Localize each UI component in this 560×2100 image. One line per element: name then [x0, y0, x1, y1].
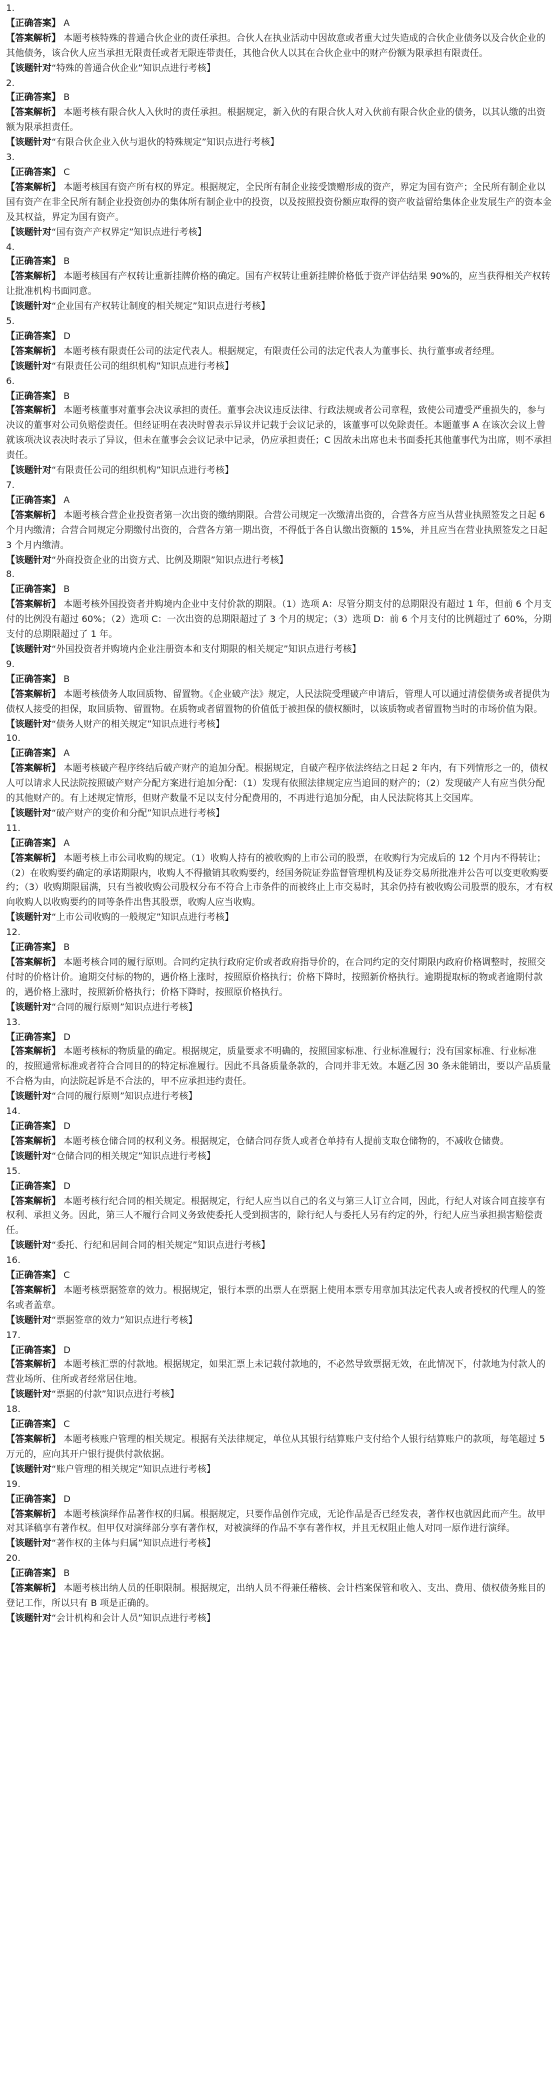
answer-value: A	[63, 495, 70, 506]
analysis-label: 【答案解析】	[6, 1509, 61, 1520]
question-block	[6, 1165, 554, 1254]
analysis-text: 本题考核账户管理的相关规定。根据有关法律规定，单位从其银行结算账户支付给个人银行结算账户的款项，每笔超过 5 万元的，应向其开户银行提供付款依据。	[6, 1435, 546, 1460]
question-number: 10.	[6, 734, 21, 745]
knowledge-point-label: 【该题针对	[6, 1241, 52, 1252]
knowledge-point-line	[6, 718, 554, 733]
analysis-label: 【答案解析】	[6, 1136, 61, 1147]
analysis-line	[6, 1508, 554, 1538]
knowledge-point-text: “仓储合同的相关规定”知识点进行考核】	[51, 1151, 216, 1162]
analysis-text: 本题考核上市公司收购的规定。（1）收购人持有的被收购的上市公司的股票，在收购行为完成后的 12 个月内不得转让；（2）在收购要约确定的承诺期限内，收购人不得撤销其收购要约，经国务院证券监督管理机构及证券交易所批准并公告可以变更收购要约；（3）收购期限届满，只有当被收购公司股权分布不符合上市条件的而被终止上市交易时，其余仍持有被收购公司股票的股东，才有权向收购人以收购要约的同等条件出售其股票，收购人应当收购。	[6, 853, 553, 909]
answer-line	[6, 941, 554, 956]
knowledge-point-text: “合同的履行原则”知识点进行考核】	[51, 1002, 198, 1013]
question-number: 2.	[6, 78, 15, 89]
answer-value: D	[63, 1181, 71, 1192]
answer-label: 【正确答案】	[6, 1569, 61, 1580]
knowledge-point-text: “合同的履行原则”知识点进行考核】	[51, 1092, 198, 1103]
knowledge-point-line	[6, 554, 554, 569]
question-block	[6, 1403, 554, 1478]
answer-value: C	[63, 1420, 70, 1431]
answer-label: 【正确答案】	[6, 18, 61, 29]
knowledge-point-text: “委托、行纪和居间合同的相关规定”知识点进行考核】	[51, 1241, 271, 1252]
answer-line	[6, 91, 554, 106]
analysis-line	[6, 270, 554, 300]
analysis-line	[6, 1433, 554, 1463]
question-number: 13.	[6, 1017, 21, 1028]
answer-label: 【正确答案】	[6, 1181, 61, 1192]
analysis-line	[6, 1358, 554, 1388]
knowledge-point-line	[6, 464, 554, 479]
question-number: 1.	[6, 4, 15, 14]
analysis-label: 【答案解析】	[6, 1584, 61, 1595]
answer-line	[6, 494, 554, 509]
answer-line	[6, 1344, 554, 1359]
answer-label: 【正确答案】	[6, 1271, 61, 1282]
knowledge-point-line	[6, 226, 554, 241]
question-number: 15.	[6, 1166, 21, 1177]
answer-line	[6, 583, 554, 598]
answer-line	[6, 17, 554, 32]
analysis-line	[6, 688, 554, 718]
knowledge-point-text: “债务人财产的相关规定”知识点进行考核】	[51, 719, 225, 730]
analysis-text: 本题考核破产程序终结后破产财产的追加分配。根据规定，自破产程序依法终结之日起 2 年内，有下列情形之一的，债权人可以请求人民法院按照破产财产分配方案进行追加分配：（1）发现有依照法律规定应当追回的财产的；（2）发现破产人有应当供分配的其他财产的。有上述规定情形，但财产数量不足以支付分配费用的，不再进行追加分配，由人民法院将其上交国库。	[6, 764, 548, 805]
answer-value: B	[63, 257, 70, 268]
answer-label: 【正确答案】	[6, 1121, 61, 1132]
knowledge-point-line	[6, 1239, 554, 1254]
question-number: 18.	[6, 1405, 21, 1416]
knowledge-point-label: 【该题针对	[6, 466, 52, 477]
analysis-text: 本题考核行纪合同的相关规定。根据规定，行纪人应当以自己的名义与第三人订立合同，因此，行纪人对该合同直接享有权利、承担义务。因此，第三人不履行合同义务致使委托人受到损害的，除行纪人与委托人另有约定的外，行纪人应当承担损害赔偿责任。	[6, 1196, 546, 1237]
answer-value: D	[63, 1032, 71, 1043]
analysis-label: 【答案解析】	[6, 346, 61, 357]
knowledge-point-line	[6, 1090, 554, 1105]
knowledge-point-label: 【该题针对	[6, 1464, 52, 1475]
knowledge-point-line	[6, 1001, 554, 1016]
analysis-text: 本题考核仓储合同的权利义务。根据规定，仓储合同存货人或者仓单持有人提前支取仓储物的，不减收仓储费。	[63, 1136, 510, 1147]
knowledge-point-line	[6, 1612, 554, 1627]
analysis-text: 本题考核外国投资者并购境内企业中支付价款的期限。（1）选项 A：尽管分期支付的总期限没有超过 1 年，但前 6 个月支付的比例没有超过 60%；（2）选项 C：一次出资的总期限超过了 3 个月的规定；（3）选项 D：前 6 个月支付的比例超过了 60%，分期支付的总期限超过了 1 年。	[6, 600, 552, 641]
question-number: 6.	[6, 376, 15, 387]
analysis-line	[6, 345, 554, 360]
analysis-line	[6, 852, 554, 912]
question-block	[6, 479, 554, 568]
answer-label: 【正确答案】	[6, 167, 61, 178]
knowledge-point-line	[6, 643, 554, 658]
analysis-line	[6, 1582, 554, 1612]
question-number: 12.	[6, 928, 21, 939]
answer-value: D	[63, 1121, 71, 1132]
answer-value: A	[63, 838, 70, 849]
answer-value: B	[63, 943, 70, 954]
answer-value: A	[63, 749, 70, 760]
answer-label: 【正确答案】	[6, 1032, 61, 1043]
question-number: 16.	[6, 1256, 21, 1267]
question-number: 7.	[6, 481, 15, 491]
answer-label: 【正确答案】	[6, 93, 61, 104]
answer-label: 【正确答案】	[6, 257, 61, 268]
question-block	[6, 1478, 554, 1553]
knowledge-point-label: 【该题针对	[6, 808, 52, 819]
knowledge-point-text: “票据的付款”知识点进行考核】	[51, 1390, 180, 1401]
answer-line	[6, 1269, 554, 1284]
knowledge-point-text: “有限合伙企业入伙与退伙的特殊规定”知识点进行考核】	[51, 138, 280, 149]
knowledge-point-label: 【该题针对	[6, 1613, 52, 1624]
answer-line	[6, 255, 554, 270]
analysis-label: 【答案解析】	[6, 764, 61, 775]
knowledge-point-label: 【该题针对	[6, 555, 52, 566]
analysis-line	[6, 32, 554, 62]
question-block	[6, 926, 554, 1015]
knowledge-point-line	[6, 1150, 554, 1165]
knowledge-point-label: 【该题针对	[6, 63, 52, 74]
analysis-text: 本题考核董事对董事会决议承担的责任。董事会决议违反法律、行政法规或者公司章程，致使公司遭受严重损失的，参与决议的董事对公司负赔偿责任。但经证明在表决时曾表示异议并记载于会议记录的，该董事可以免除责任。本题董事 A 在该次会议上曾就该项决议表决时表示了异议，但未在董事会会议记录中记录，仍应承担责任；C 因故未出席也未书面委托其他董事代为出席，则不承担责任。	[6, 406, 552, 462]
analysis-label: 【答案解析】	[6, 108, 61, 119]
answer-value: D	[63, 1494, 71, 1505]
question-number: 17.	[6, 1330, 21, 1341]
answer-label: 【正确答案】	[6, 585, 61, 596]
analysis-text: 本题考核合营企业投资者第一次出资的缴纳期限。合营公司规定一次缴清出资的，合营各方应当从营业执照签发之日起 6 个月内缴清；合营合同规定分期缴付出资的，合营各方第一期出资，不得低于各自认缴出资额的 15%，并且应当在营业执照签发之日起 3 个月内缴清。	[6, 510, 548, 551]
knowledge-point-line	[6, 1537, 554, 1552]
knowledge-point-line	[6, 300, 554, 315]
answer-label: 【正确答案】	[6, 1345, 61, 1356]
answer-line	[6, 330, 554, 345]
analysis-label: 【答案解析】	[6, 272, 61, 283]
question-number: 3.	[6, 153, 15, 164]
answer-value: D	[63, 331, 71, 342]
question-block	[6, 1254, 554, 1329]
analysis-label: 【答案解析】	[6, 958, 61, 968]
knowledge-point-text: “票据签章的效力”知识点进行考核】	[51, 1315, 198, 1326]
analysis-text: 本题考核债务人取回质物、留置物。《企业破产法》规定，人民法院受理破产申请后，管理人可以通过清偿债务或者提供为债权人接受的担保，取回质物、留置物。在质物或者留置物的价值低于被担保的债权额时，以该质物或者留置物当时的市场价值为限。	[6, 689, 550, 715]
analysis-label: 【答案解析】	[6, 1047, 61, 1058]
analysis-line	[6, 1135, 554, 1150]
answer-label: 【正确答案】	[6, 838, 61, 849]
knowledge-point-text: “外商投资企业的出资方式、比例及期限”知识点进行考核】	[51, 555, 289, 566]
knowledge-point-label: 【该题针对	[6, 302, 52, 313]
question-block	[6, 151, 554, 240]
answer-value: B	[63, 391, 70, 402]
analysis-line	[6, 1195, 554, 1240]
analysis-text: 本题考核特殊的普通合伙企业的责任承担。合伙人在执业活动中因故意或者重大过失造成的合伙企业债务以及合伙企业的其他债务，该合伙人应当承担无限责任或者无限连带责任，其他合伙人以其在合伙企业中的财产份额为限承担有限责任。	[6, 33, 546, 59]
knowledge-point-label: 【该题针对	[6, 227, 52, 238]
question-number: 9.	[6, 659, 15, 670]
analysis-text: 本题考核汇票的付款地。根据规定，如果汇票上未记载付款地的，不必然导致票据无效，在此情况下，付款地为付款人的营业场所、住所或者经常居住地。	[6, 1360, 546, 1386]
knowledge-point-label: 【该题针对	[6, 719, 52, 730]
knowledge-point-line	[6, 1463, 554, 1478]
question-block	[6, 2, 554, 77]
answer-line	[6, 1180, 554, 1195]
analysis-line	[6, 762, 554, 807]
knowledge-point-label: 【该题针对	[6, 913, 52, 924]
knowledge-point-line	[6, 911, 554, 926]
analysis-label: 【答案解析】	[6, 1285, 61, 1296]
analysis-text: 本题考核演绎作品著作权的归属。根据规定，只要作品创作完成，无论作品是否已经发表，著作权也就因此而产生。故甲对其译稿享有著作权。但甲仅对演绎部分享有著作权，对被演绎的作品不享有著作权，并且无权阻止他人对同一原作进行演绎。	[6, 1509, 546, 1535]
analysis-text: 本题考核有限责任公司的法定代表人。根据规定，有限责任公司的法定代表人为董事长、执行董事或者经理。	[63, 346, 500, 357]
analysis-label: 【答案解析】	[6, 1196, 61, 1207]
knowledge-point-label: 【该题针对	[6, 1539, 52, 1550]
knowledge-point-line	[6, 1388, 554, 1403]
analysis-label: 【答案解析】	[6, 853, 61, 864]
analysis-label: 【答案解析】	[6, 600, 61, 611]
knowledge-point-label: 【该题针对	[6, 1151, 52, 1162]
analysis-text: 本题考核国有产权转让重新挂牌价格的确定。国有产权转让重新挂牌价格低于资产评估结果 90%的，应当获得相关产权转让批准机构书面同意。	[6, 272, 551, 298]
analysis-label: 【答案解析】	[6, 1435, 61, 1445]
analysis-label: 【答案解析】	[6, 689, 61, 700]
question-block	[6, 315, 554, 375]
answer-value: C	[63, 1271, 70, 1282]
knowledge-point-text: “国有资产产权界定”知识点进行考核】	[51, 227, 207, 238]
analysis-line	[6, 956, 554, 1001]
question-block	[6, 822, 554, 926]
knowledge-point-text: “企业国有产权转让制度的相关规定”知识点进行考核】	[51, 302, 271, 313]
knowledge-point-text: “上市公司收购的一般规定”知识点进行考核】	[51, 913, 234, 924]
answer-label: 【正确答案】	[6, 495, 61, 506]
answer-value: B	[63, 1569, 70, 1580]
knowledge-point-text: “特殊的普通合伙企业”知识点进行考核】	[51, 63, 216, 74]
knowledge-point-line	[6, 360, 554, 375]
analysis-line	[6, 181, 554, 226]
analysis-text: 本题考核票据签章的效力。根据规定，银行本票的出票人在票据上使用本票专用章加其法定代表人或者授权的代理人的签名或者盖章。	[6, 1285, 546, 1311]
answer-value: B	[63, 93, 70, 104]
analysis-line	[6, 509, 554, 554]
question-block	[6, 732, 554, 821]
analysis-label: 【答案解析】	[6, 510, 61, 521]
answer-label: 【正确答案】	[6, 943, 61, 954]
knowledge-point-text: “有限责任公司的组织机构”知识点进行考核】	[51, 361, 234, 372]
knowledge-point-line	[6, 807, 554, 822]
knowledge-point-label: 【该题针对	[6, 1002, 52, 1013]
answer-line	[6, 1120, 554, 1135]
answer-value: A	[63, 18, 70, 29]
question-block	[6, 568, 554, 657]
knowledge-point-text: “会计机构和会计人员”知识点进行考核】	[51, 1613, 216, 1624]
knowledge-point-line	[6, 136, 554, 151]
answer-line	[6, 1493, 554, 1508]
analysis-label: 【答案解析】	[6, 1360, 61, 1371]
question-block	[6, 1016, 554, 1105]
knowledge-point-label: 【该题针对	[6, 1092, 52, 1103]
analysis-label: 【答案解析】	[6, 33, 61, 44]
question-block	[6, 1329, 554, 1404]
answer-line	[6, 837, 554, 852]
answer-label: 【正确答案】	[6, 674, 61, 685]
knowledge-point-line	[6, 1314, 554, 1329]
answer-label: 【正确答案】	[6, 749, 61, 760]
knowledge-point-label: 【该题针对	[6, 138, 52, 149]
question-number: 11.	[6, 823, 21, 834]
answer-label: 【正确答案】	[6, 391, 61, 402]
analysis-line	[6, 598, 554, 643]
analysis-text: 本题考核出纳人员的任职限制。根据规定，出纳人员不得兼任稽核、会计档案保管和收入、支出、费用、债权债务账目的登记工作，所以只有 B 项是正确的。	[6, 1584, 546, 1609]
question-number: 14.	[6, 1107, 21, 1118]
answer-label: 【正确答案】	[6, 1420, 61, 1431]
question-block	[6, 241, 554, 316]
knowledge-point-text: “著作权的主体与归属”知识点进行考核】	[51, 1539, 216, 1550]
knowledge-point-label: 【该题针对	[6, 644, 52, 655]
analysis-text: 本题考核有限合伙人入伙时的责任承担。根据规定，新入伙的有限合伙人对入伙前有限合伙企业的债务，以其认缴的出资额为限承担责任。	[6, 108, 546, 134]
analysis-line	[6, 1045, 554, 1090]
question-block	[6, 77, 554, 152]
analysis-label: 【答案解析】	[6, 406, 61, 417]
analysis-text: 本题考核标的物质量的确定。根据规定，质量要求不明确的，按照国家标准、行业标准履行；没有国家标准、行业标准的，按照通常标准或者符合合同目的的特定标准履行。因此不具备质量条款的，合同并非无效。本题乙因 30 条未能销出，要以产品质量不合格为由，向法院起诉是不合法的，甲不应承担违约责任。	[6, 1047, 551, 1088]
answer-line	[6, 747, 554, 762]
question-block	[6, 375, 554, 479]
question-number: 20.	[6, 1554, 21, 1565]
answer-line	[6, 166, 554, 181]
knowledge-point-text: “账户管理的相关规定”知识点进行考核】	[51, 1464, 216, 1475]
analysis-line	[6, 404, 554, 464]
question-number: 8.	[6, 570, 15, 581]
knowledge-point-label: 【该题针对	[6, 361, 52, 372]
question-block	[6, 1105, 554, 1165]
answer-line	[6, 1418, 554, 1433]
knowledge-point-text: “有限责任公司的组织机构”知识点进行考核】	[51, 466, 234, 477]
answer-line	[6, 1031, 554, 1046]
answer-line	[6, 673, 554, 688]
answer-value: D	[63, 1345, 71, 1356]
question-block	[6, 1552, 554, 1627]
answer-value: B	[63, 674, 70, 685]
answer-label: 【正确答案】	[6, 331, 61, 342]
knowledge-point-line	[6, 62, 554, 77]
question-number: 19.	[6, 1479, 21, 1490]
knowledge-point-label: 【该题针对	[6, 1390, 52, 1401]
knowledge-point-label: 【该题针对	[6, 1315, 52, 1326]
answer-line	[6, 390, 554, 405]
answer-value: B	[63, 585, 70, 596]
question-number: 5.	[6, 317, 15, 328]
question-number: 4.	[6, 242, 15, 253]
answer-label: 【正确答案】	[6, 1494, 61, 1505]
knowledge-point-text: “破产财产的变价和分配”知识点进行考核】	[51, 808, 225, 819]
analysis-text: 本题考核国有资产所有权的界定。根据规定，全民所有制企业接受馈赠形成的资产，界定为国有资产；全民所有制企业以国有资产在非全民所有制企业投资创办的集体所有制企业中的投资，以及按照投资份额应取得的资产收益留给集体企业发展生产的资本金及其权益，界定为国有资产。	[6, 182, 552, 223]
knowledge-point-text: “外国投资者并购境内企业注册资本和支付期限的相关规定”知识点进行考核】	[51, 644, 362, 655]
analysis-label: 【答案解析】	[6, 182, 61, 193]
analysis-line	[6, 106, 554, 136]
answer-value: C	[63, 167, 70, 178]
analysis-line	[6, 1284, 554, 1314]
question-block	[6, 658, 554, 733]
answer-line	[6, 1567, 554, 1582]
analysis-text: 本题考核合同的履行原则。合同约定执行政府定价或者政府指导价的，在合同约定的交付期限内政府价格调整时，按照交付时的价格计价。逾期交付标的物的，遇价格上涨时，按照原价格执行；价格下降时，按照新价格执行。逾期提取标的物或者逾期付款的，遇价格上涨时，按照新价格执行；价格下降时，按照原价格执行。	[6, 958, 546, 998]
